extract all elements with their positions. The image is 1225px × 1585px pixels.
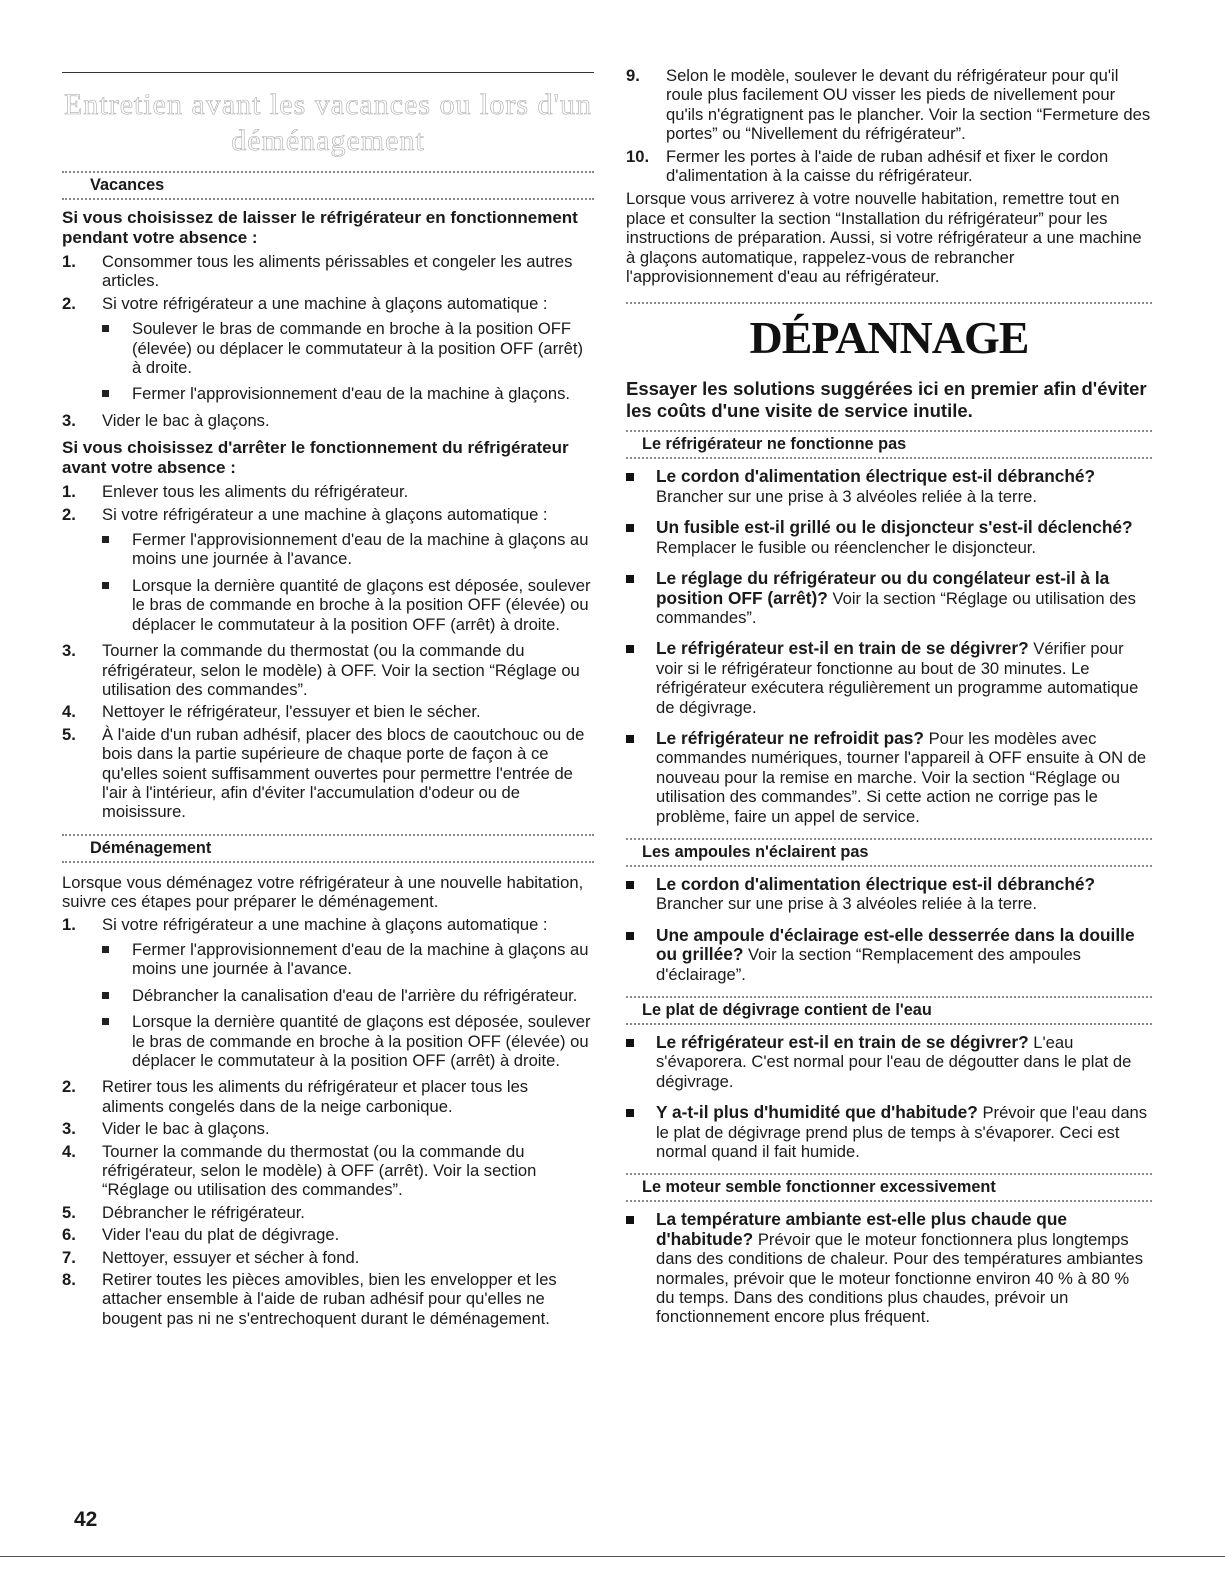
trouble-item: Une ampoule d'éclairage est-elle desserrée dans la douille ou grillée? Voir la section “Remplacement des ampoules d'éclairage”. <box>626 926 1152 984</box>
bottom-rule <box>0 1556 1225 1557</box>
arrival-paragraph: Lorsque vous arriverez à votre nouvelle habitation, remettre tout en place et consulter la section “Installation du réfrigérateur” pour les instructions de préparation. Aussi, si votre réfrigérateur a une machine à glaçons automatique, rappelez-vous de rebrancher l'approvisionnement d'eau au réfrigérateur. <box>626 189 1142 287</box>
list-item: 7. Nettoyer, essuyer et sécher à fond. <box>62 1247 360 1267</box>
section-title-line-1: Entretien avant les vacances ou lors d'un <box>64 88 592 121</box>
divider <box>62 861 594 863</box>
bullet-item: Fermer l'approvisionnement d'eau de la machine à glaçons. <box>102 384 594 403</box>
bullet-item: Lorsque la dernière quantité de glaçons est déposée, soulever le bras de commande en broche à la position OFF (élevée) ou déplacer le commutateur à la position OFF (arrêt) à droite. <box>102 576 594 634</box>
trouble-item: Le réfrigérateur est-il en train de se dégivrer? Vérifier pour voir si le réfrigérateur fonctionne au bout de 30 minutes. Le réfrigérateur exécutera régulièrement un programme automatique de dégivrage. <box>626 639 1152 717</box>
divider <box>626 838 1152 840</box>
list-item: 3. Tourner la commande du thermostat (ou la commande du réfrigérateur, selon le modèle) à OFF. Voir la section “Réglage ou utilisation des commandes”. <box>62 641 580 699</box>
demenagement-intro: Lorsque vous déménagez votre réfrigérateur à une nouvelle habitation, suivre ces étapes pour préparer le déménagement. <box>62 872 584 912</box>
list-item: 4. Tourner la commande du thermostat (ou la commande du réfrigérateur, selon le modèle) à OFF (arrêt). Voir la section “Réglage ou utilisation des commandes”. <box>62 1141 537 1200</box>
demenagement-list-continued <box>626 66 1152 185</box>
divider <box>626 1200 1152 1202</box>
divider <box>626 1023 1152 1025</box>
bullet-item: Soulever le bras de commande en broche à la position OFF (élevée) ou déplacer le commutateur à la position OFF (arrêt) à droite. <box>102 319 594 377</box>
trouble-item: Le réfrigérateur est-il en train de se dégivrer? L'eau s'évaporera. C'est normal pour l'eau de dégoutter dans le plat de dégivrage. <box>626 1033 1152 1091</box>
list-item: 4. Nettoyer le réfrigérateur, l'essuyer et bien le sécher. <box>62 702 481 722</box>
troubleshooting-list-2 <box>626 875 1152 984</box>
heading-moteur: Le moteur semble fonctionner excessivement <box>642 1178 996 1197</box>
vacances-list-a <box>62 252 594 430</box>
divider <box>626 302 1152 304</box>
trouble-item: Le réfrigérateur ne refroidit pas? Pour les modèles avec commandes numériques, tourner l'appareil à OFF ensuite à ON de nouveau pour la remise en marche. Voir la section “Réglage ou utilisation des commandes”. Si cette action ne corrige pas le problème, faire un appel de service. <box>626 729 1152 826</box>
right-column <box>626 66 1152 1339</box>
top-rule <box>62 72 594 73</box>
trouble-item: Y a-t-il plus d'humidité que d'habitude? Prévoir que l'eau dans le plat de dégivrage prend plus de temps à s'évaporer. Ceci est normal quand il fait humide. <box>626 1103 1152 1161</box>
divider <box>626 865 1152 867</box>
trouble-item: Le réglage du réfrigérateur ou du congélateur est-il à la position OFF (arrêt)? Voir la section “Réglage ou utilisation des commandes”. <box>626 569 1152 627</box>
section-title-line-2: déménagement <box>231 124 425 157</box>
list-item: 9. Selon le modèle, soulever le devant du réfrigérateur pour qu'il roule plus facilement OU visser les pieds de nivellement pour qu'ils n'égratignent pas le plancher. Voir la section “Fermeture des portes” ou “Nivellement du réfrigérateur”. <box>626 66 1151 144</box>
sub-heading-arreter: Si vous choisissez d'arrêter le fonctionnement du réfrigérateur avant votre absence : <box>62 438 569 478</box>
trouble-item: La température ambiante est-elle plus chaude que d'habitude? Prévoir que le moteur fonctionnera plus longtemps dans des conditions de chaleur. Pour des températures ambiantes normales, prévoir que le moteur fonctionne environ 40 % à 80 % du temps. Dans des conditions plus chaudes, prévoir un fonctionnement encore plus fréquent. <box>626 1210 1152 1326</box>
list-item: 2. Si votre réfrigérateur a une machine à glaçons automatique : Fermer l'approvisionnement d'eau de la machine à glaçons au moins une journée à l'avance. Lorsque la dernière quantité de glaçons est déposée, soulever le bras de commande en broche à la position OFF (élevée) ou déplacer le commutateur à la position OFF (arrêt) à droite. <box>62 505 594 634</box>
demenagement-list <box>62 915 594 1329</box>
bullet-item: Lorsque la dernière quantité de glaçons est déposée, soulever le bras de commande en broche à la position OFF (élevée) ou déplacer le commutateur à la position OFF (arrêt) à droite. <box>102 1012 594 1070</box>
left-column <box>62 0 594 1328</box>
bullet-item: Fermer l'approvisionnement d'eau de la machine à glaçons au moins une journée à l'avance. <box>102 530 594 569</box>
list-item: 8. Retirer toutes les pièces amovibles, bien les envelopper et les attacher ensemble à l'aide de ruban adhésif pour qu'elles ne bougent pas ni ne s'entrechoquent durant le déménagement. <box>62 1270 557 1328</box>
depannage-title: DÉPANNAGE <box>749 312 1029 364</box>
bullet-item: Débrancher la canalisation d'eau de l'arrière du réfrigérateur. <box>102 986 594 1005</box>
heading-demenagement: Déménagement <box>90 838 212 857</box>
sub-heading-laisser: Si vous choisissez de laisser le réfrigérateur en fonctionnement pendant votre absence : <box>62 208 578 247</box>
list-item: 1. Consommer tous les aliments périssables et congeler les autres articles. <box>62 252 573 291</box>
list-item: 5. Débrancher le réfrigérateur. <box>62 1202 305 1222</box>
troubleshooting-list-1 <box>626 467 1152 826</box>
troubleshooting-intro: Essayer les solutions suggérées ici en premier afin d'éviter les coûts d'une visite de service inutile. <box>626 378 1147 422</box>
list-item: 10. Fermer les portes à l'aide de ruban adhésif et fixer le cordon d'alimentation à la caisse du réfrigérateur. <box>626 146 1109 186</box>
troubleshooting-list-3 <box>626 1033 1152 1161</box>
trouble-item: Le cordon d'alimentation électrique est-il débranché? Brancher sur une prise à 3 alvéoles reliée à la terre. <box>626 875 1152 914</box>
divider <box>62 834 594 836</box>
page-number: 42 <box>74 1508 98 1531</box>
divider <box>62 171 594 173</box>
troubleshooting-list-4 <box>626 1210 1152 1326</box>
list-item: 3. Vider le bac à glaçons. <box>62 410 270 430</box>
list-item: 3. Vider le bac à glaçons. <box>62 1119 270 1139</box>
section-title <box>62 87 594 159</box>
heading-ampoules: Les ampoules n'éclairent pas <box>642 842 869 861</box>
list-item: 6. Vider l'eau du plat de dégivrage. <box>62 1225 340 1245</box>
list-item: 5. À l'aide d'un ruban adhésif, placer des blocs de caoutchouc ou de bois dans la partie supérieure de chaque porte de façon à ce qu'elles soient suffisamment ouvertes pour permettre l'entrée de l'air à l'intérieur, afin d'éviter l'accumulation d'odeur ou de moisissure. <box>62 724 585 822</box>
heading-vacances: Vacances <box>90 176 165 194</box>
divider <box>626 457 1152 459</box>
heading-ne-fonctionne-pas: Le réfrigérateur ne fonctionne pas <box>642 435 907 454</box>
divider <box>626 996 1152 998</box>
list-item: 1. Si votre réfrigérateur a une machine à glaçons automatique : Fermer l'approvisionnement d'eau de la machine à glaçons au moins une journée à l'avance. Débrancher la canalisation d'eau de l'arrière du réfrigérateur. Lorsque la dernière quantité de glaçons est déposée, soulever le bras de commande en broche à la position OFF (élevée) ou déplacer le commutateur à la position OFF (arrêt) à droite. <box>62 915 594 1071</box>
heading-plat-degivrage: Le plat de dégivrage contient de l'eau <box>642 1001 932 1019</box>
list-item: 1. Enlever tous les aliments du réfrigérateur. <box>62 482 409 502</box>
trouble-item: Un fusible est-il grillé ou le disjoncteur s'est-il déclenché? Remplacer le fusible ou réenclencher le disjoncteur. <box>626 518 1152 557</box>
list-item: 2. Si votre réfrigérateur a une machine à glaçons automatique : Soulever le bras de commande en broche à la position OFF (élevée) ou déplacer le commutateur à la position OFF (arrêt) à droite. Fermer l'approvisionnement d'eau de la machine à glaçons. <box>62 294 594 404</box>
trouble-item: Le cordon d'alimentation électrique est-il débranché? Brancher sur une prise à 3 alvéoles reliée à la terre. <box>626 467 1152 506</box>
list-item: 2. Retirer tous les aliments du réfrigérateur et placer tous les aliments congelés dans de la neige carbonique. <box>62 1077 529 1116</box>
vacances-list-b <box>62 482 594 822</box>
bullet-item: Fermer l'approvisionnement d'eau de la machine à glaçons au moins une journée à l'avance. <box>102 940 594 979</box>
divider <box>62 198 594 200</box>
divider <box>626 430 1152 432</box>
divider <box>626 1173 1152 1175</box>
